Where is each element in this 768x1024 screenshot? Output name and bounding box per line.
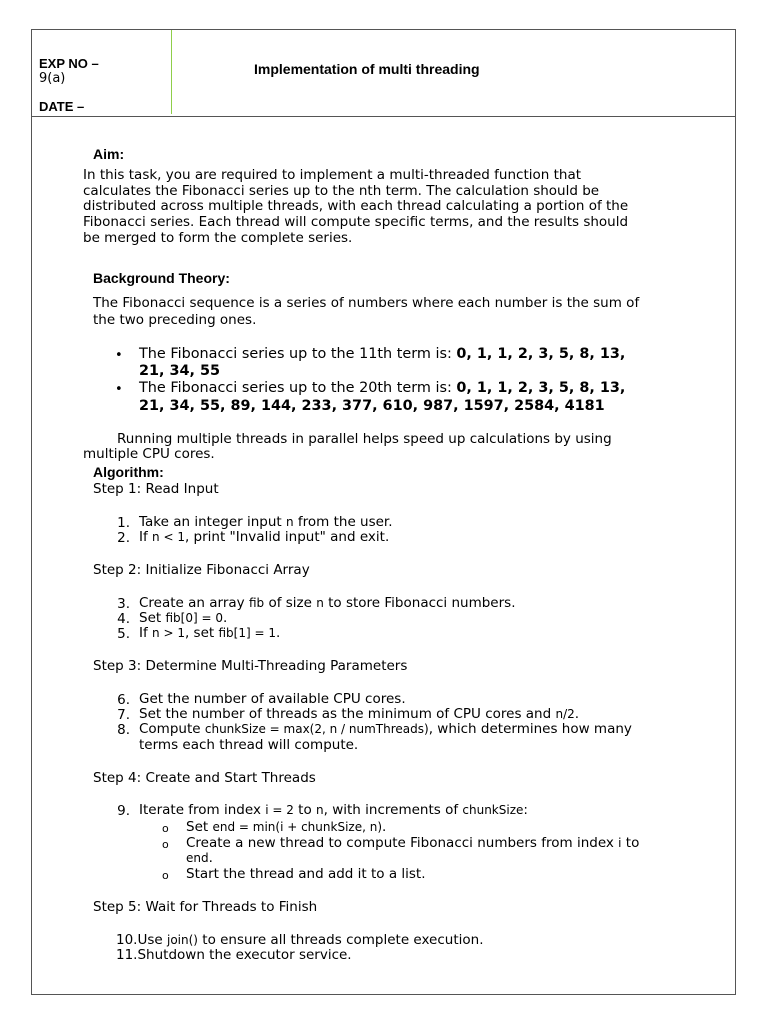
sub-item xyxy=(186,836,639,852)
list-number: 6. xyxy=(117,692,130,708)
item-code: n > 1 xyxy=(152,626,185,640)
item-text: Create an array xyxy=(139,595,249,611)
item-code: end xyxy=(186,851,209,865)
list-item xyxy=(139,626,280,642)
header-divider xyxy=(171,30,172,114)
fib-11-values: 0, 1, 1, 2, 3, 5, 8, 13, xyxy=(456,346,626,362)
list-item xyxy=(139,530,389,546)
list-number: 4. xyxy=(117,611,130,627)
bullet-icon: • xyxy=(115,348,123,363)
item-text: Set xyxy=(139,610,166,626)
item-code: n xyxy=(316,596,324,610)
list-number: 10. xyxy=(116,932,138,948)
item-text: , which determines how many xyxy=(428,721,632,737)
sub-item: Start the thread and add it to a list. xyxy=(186,866,426,882)
item-text: Compute xyxy=(139,721,205,737)
item-text: If xyxy=(139,625,153,641)
list-item xyxy=(116,948,352,964)
fib-20-line xyxy=(139,380,625,397)
item-code: join() xyxy=(167,933,198,947)
background-line: the two preceding ones. xyxy=(93,312,257,328)
aim-line: calculates the Fibonacci series up to the nth term. The calculation should be xyxy=(83,183,600,199)
item-text: If xyxy=(139,529,153,545)
item-text: . xyxy=(574,706,580,722)
aim-line: distributed across multiple threads, with each thread calculating a portion of the xyxy=(83,198,629,214)
exp-no-label: EXP NO – xyxy=(39,56,99,71)
item-code: i = 2 xyxy=(265,803,294,817)
fib-20-values: 0, 1, 1, 2, 3, 5, 8, 13, xyxy=(456,380,626,396)
header-table xyxy=(32,30,735,117)
exp-no-value: 9(a) xyxy=(39,71,66,86)
list-item xyxy=(139,803,528,819)
list-number: 3. xyxy=(117,596,130,612)
list-number: 1. xyxy=(117,515,130,531)
fib-20-prefix: The Fibonacci series up to the 20th term is: xyxy=(139,380,457,396)
item-text: : xyxy=(523,802,528,818)
item-text: to xyxy=(621,835,640,851)
item-text: . xyxy=(382,819,387,835)
item-text: . xyxy=(275,625,281,641)
item-code: n/2 xyxy=(555,707,575,721)
step-1-title: Step 1: Read Input xyxy=(93,481,219,497)
fib-20-values-cont: 21, 34, 55, 89, 144, 233, 377, 610, 987, 1597, 2584, 4181 xyxy=(139,398,605,414)
item-text: , with increments of xyxy=(323,802,463,818)
bullet-icon: • xyxy=(115,382,123,397)
item-text: . xyxy=(222,610,228,626)
step-4-title: Step 4: Create and Start Threads xyxy=(93,770,316,786)
aim-line: Fibonacci series. Each thread will compute specific terms, and the results should xyxy=(83,214,629,230)
algorithm-heading: Algorithm: xyxy=(93,464,164,480)
item-text: to ensure all threads complete execution. xyxy=(197,932,484,948)
list-number: 9. xyxy=(117,803,130,819)
circle-bullet-icon: o xyxy=(162,869,169,882)
step-5-title: Step 5: Wait for Threads to Finish xyxy=(93,899,318,915)
date-label: DATE – xyxy=(39,99,85,114)
background-heading: Background Theory: xyxy=(93,270,230,286)
item-text: Iterate from index xyxy=(139,802,266,818)
aim-line: In this task, you are required to implement a multi-threaded function that xyxy=(83,167,582,183)
item-code: chunkSize xyxy=(462,803,524,817)
list-number: 5. xyxy=(117,626,130,642)
list-number: 8. xyxy=(117,722,130,738)
item-code: end = min(i + chunkSize, n) xyxy=(212,820,382,834)
item-text: Use xyxy=(137,932,167,948)
item-text: Shutdown the executor service. xyxy=(137,947,352,963)
list-item xyxy=(139,722,632,738)
item-code: n xyxy=(285,515,294,529)
list-number: 11. xyxy=(116,947,138,963)
step-3-title: Step 3: Determine Multi-Threading Parameters xyxy=(93,658,408,674)
item-text: Take an integer input xyxy=(139,514,286,530)
item-code: fib[0] = 0 xyxy=(165,611,223,625)
circle-bullet-icon: o xyxy=(162,822,169,835)
parallel-line: Running multiple threads in parallel helps speed up calculations by using xyxy=(117,431,612,447)
item-text: Set xyxy=(186,819,213,835)
item-text: , print "Invalid input" and exit. xyxy=(184,529,390,545)
fib-11-prefix: The Fibonacci series up to the 11th term is: xyxy=(139,346,457,362)
list-number: 7. xyxy=(117,707,130,723)
list-item: Get the number of available CPU cores. xyxy=(139,691,406,707)
item-text: to xyxy=(293,802,317,818)
item-text: , set xyxy=(184,625,219,641)
list-number: 2. xyxy=(117,530,130,546)
list-item-cont: terms each thread will compute. xyxy=(139,737,359,753)
item-code: fib xyxy=(248,596,265,610)
item-text: Create a new thread to compute Fibonacci numbers from index xyxy=(186,835,619,851)
sub-item-cont xyxy=(186,851,213,867)
aim-heading: Aim: xyxy=(93,146,125,162)
item-code: fib[1] = 1 xyxy=(218,626,276,640)
item-code: i xyxy=(618,836,622,850)
parallel-line: multiple CPU cores. xyxy=(83,446,215,462)
item-text: from the user. xyxy=(293,514,393,530)
item-code: chunkSize = max(2, n / numThreads) xyxy=(204,722,429,736)
fib-11-values-cont: 21, 34, 55 xyxy=(139,363,221,379)
sub-item xyxy=(186,820,386,836)
circle-bullet-icon: o xyxy=(162,838,169,851)
page-title: Implementation of multi threading xyxy=(254,61,480,77)
item-text: . xyxy=(208,850,213,866)
item-text: to store Fibonacci numbers. xyxy=(323,595,516,611)
item-text: Set the number of threads as the minimum of CPU cores and xyxy=(139,706,556,722)
fib-11-line xyxy=(139,346,625,363)
step-2-title: Step 2: Initialize Fibonacci Array xyxy=(93,562,310,578)
background-line: The Fibonacci sequence is a series of numbers where each number is the sum of xyxy=(93,295,640,311)
list-item xyxy=(139,596,516,612)
aim-line: be merged to form the complete series. xyxy=(83,230,353,246)
item-code: n < 1 xyxy=(152,530,185,544)
item-text: of size xyxy=(264,595,317,611)
item-code: n xyxy=(316,803,324,817)
